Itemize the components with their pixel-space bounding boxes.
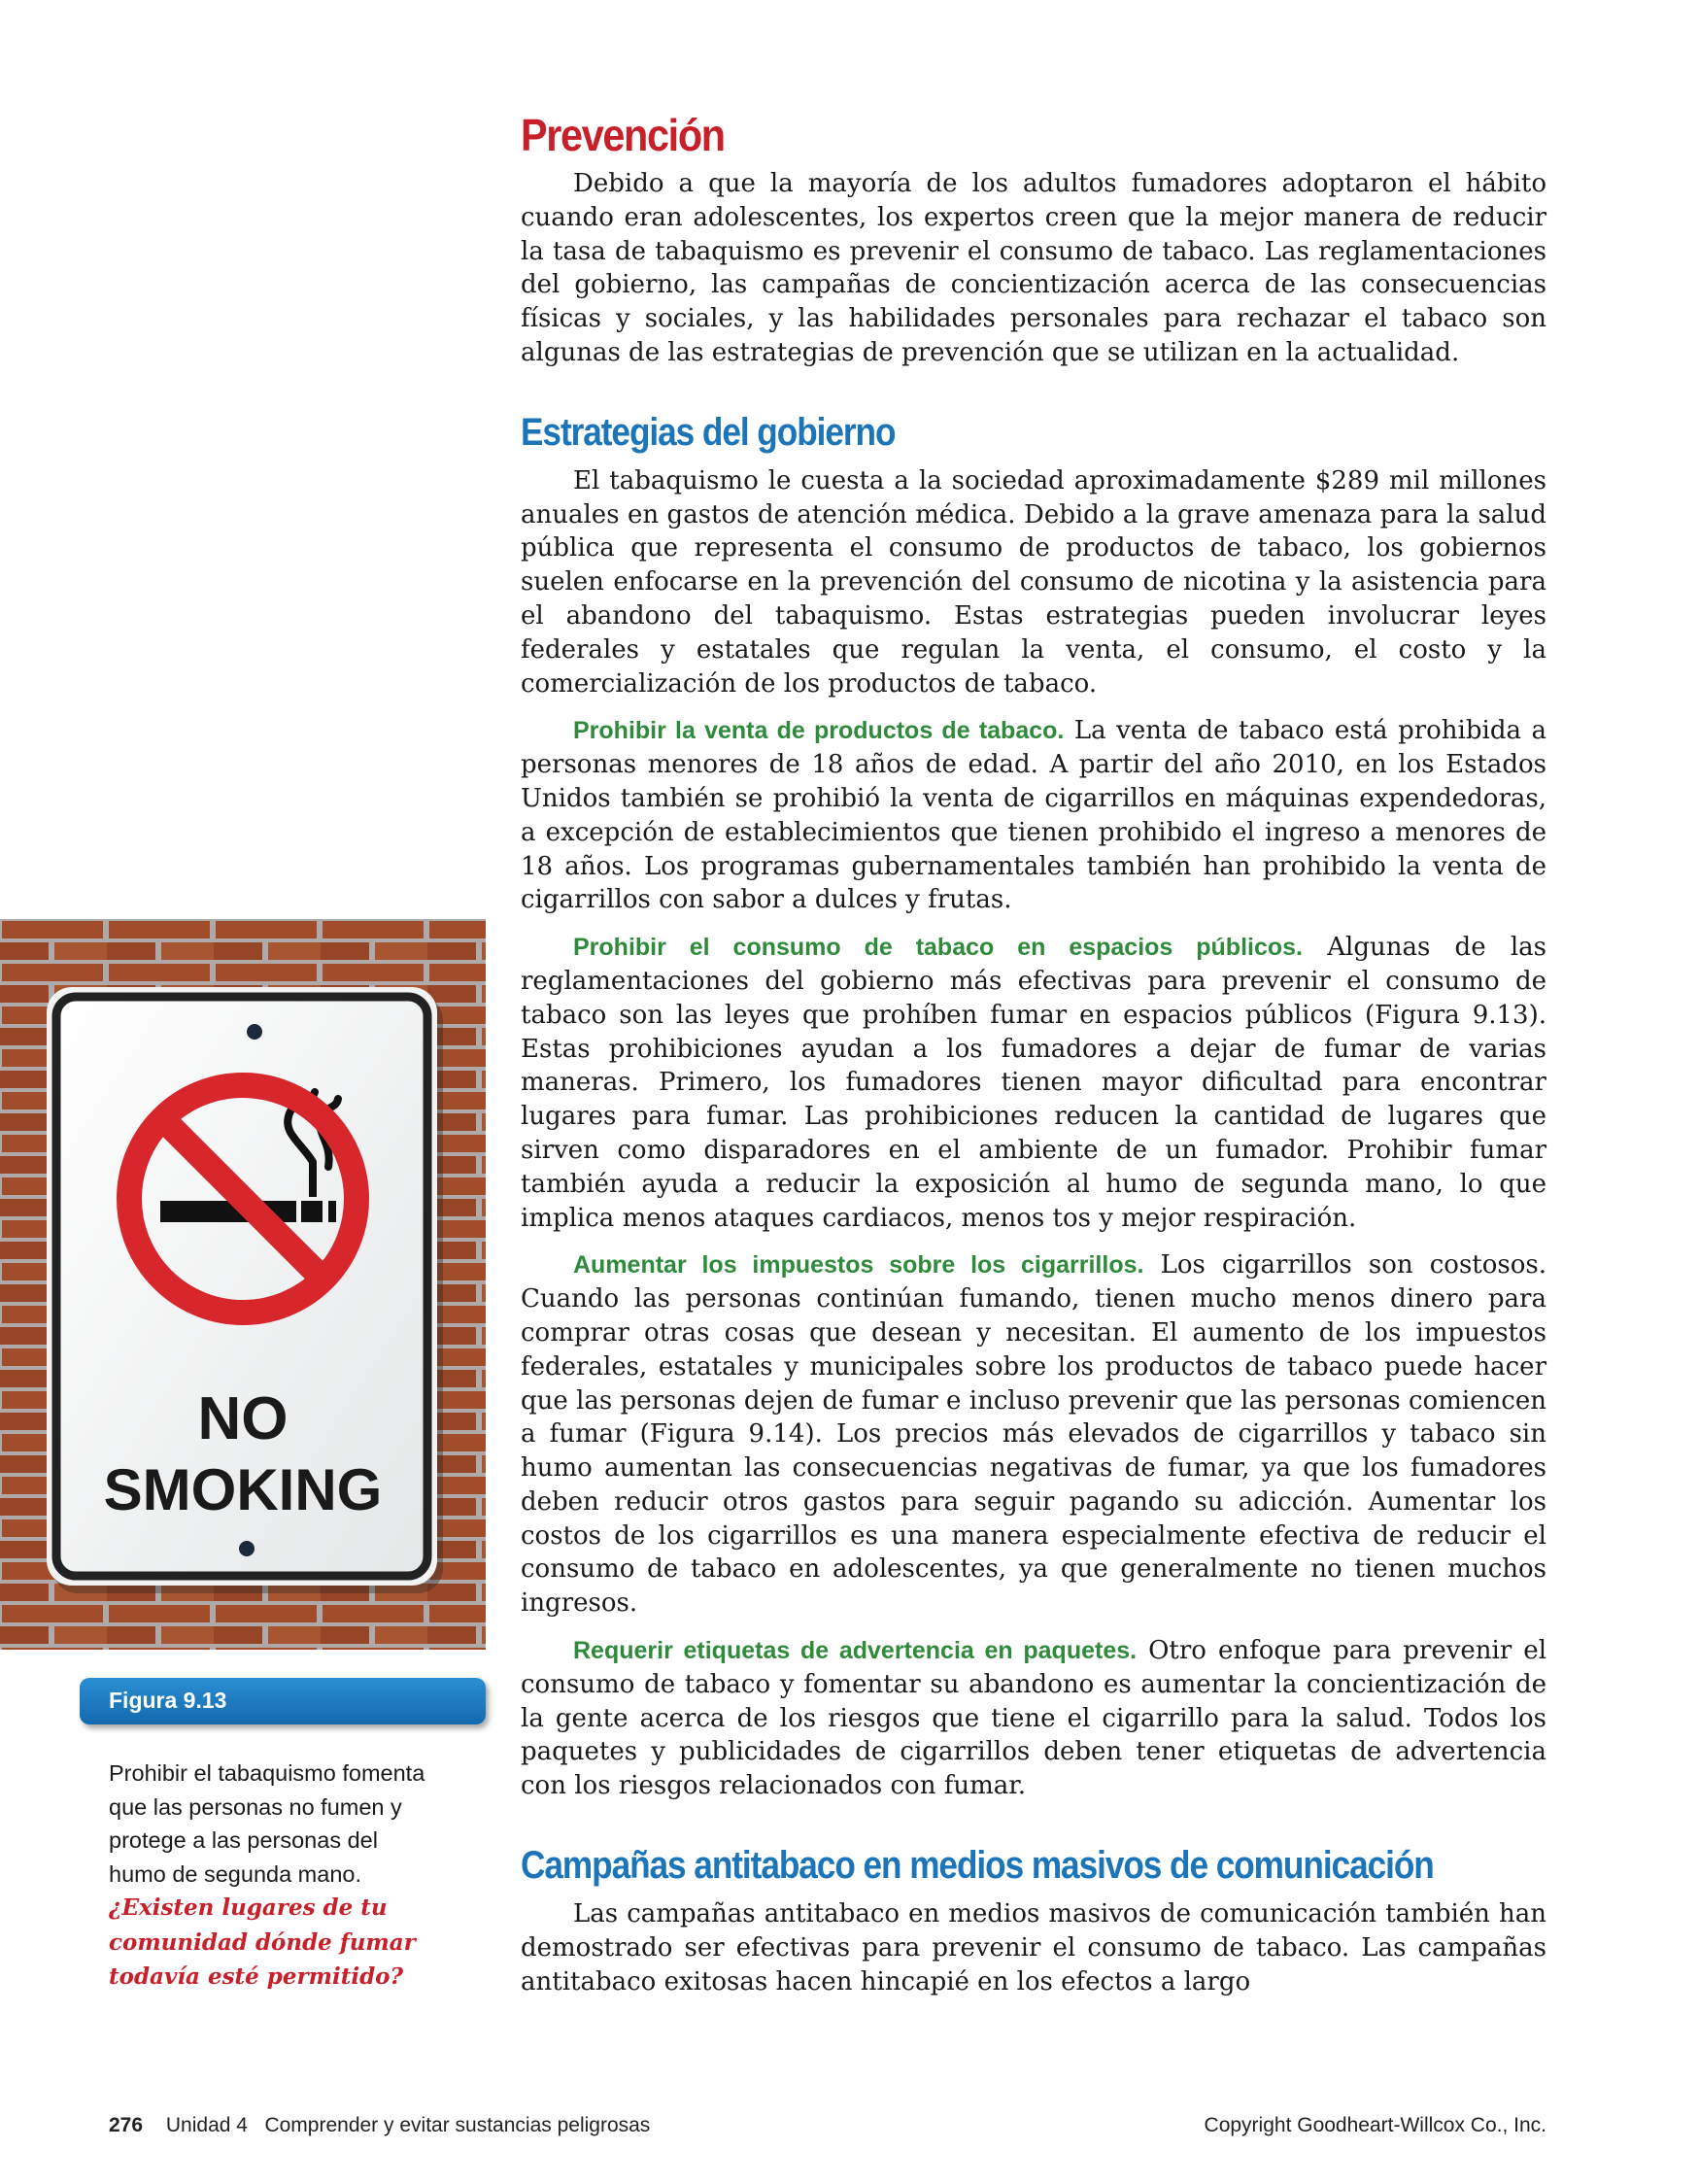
figure-caption-question: ¿Existen lugares de tu comunidad dónde fumar todavía esté permitido? bbox=[109, 1894, 416, 1990]
text-espacios-publicos: Algunas de las reglamentaciones del gobierno más efectivas para prevenir el consumo de tabaco son las leyes que prohíben fumar en espacios públicos (Figura 9.13). Estas prohibiciones ayudan a los fumadores a dejar de fumar de varias maneras. Primero, los fumadores tienen mayor dificultad para encontrar lugares para fumar. Las prohibiciones reducen la cantidad de lugares que sirven como disparadores en el ambiente de un fumador. Prohibir fumar también ayuda a reducir la exposición al humo de segunda mano, lo que implica menos ataques cardiacos, menos tos y mejor respiración. bbox=[521, 933, 1546, 1233]
paragraph-etiquetas bbox=[521, 1634, 1546, 1803]
lead-prohibir-venta: Prohibir la venta de productos de tabaco. bbox=[573, 717, 1065, 745]
paragraph-espacios-publicos bbox=[521, 931, 1546, 1235]
figure-label: Figura 9.13 bbox=[109, 1688, 227, 1713]
page-number: 276 bbox=[109, 2114, 144, 2136]
figure-label-bar bbox=[80, 1678, 486, 1724]
sign-bolt-top bbox=[247, 1024, 262, 1040]
paragraph-gobierno-intro: El tabaquismo le cuesta a la sociedad aproximadamente $289 mil millones anuales en gastos de atención médica. Debido a la grave amenaza para la salud pública que representa el consumo de productos de tabaco, los gobiernos suelen enfocarse en la prevención del consumo de nicotina y la asistencia para el abandono del tabaquismo. Estas estrategias pueden involucrar leyes federales y estatales que regulan la venta, el consumo, el costo y la comercialización de los productos de tabaco. bbox=[521, 465, 1546, 699]
text-etiquetas: Otro enfoque para prevenir el consumo de tabaco y fomentar su abandono es aumentar la concientización de la gente acerca de los riesgos que tiene el cigarrillo para la salud. Todos los paquetes y publicidades de cigarrillos deben tener etiquetas de advertencia con los riesgos relacionados con fumar. bbox=[521, 1636, 1547, 1801]
footer-unit: Unidad 4 Comprender y evitar sustancias peligrosas bbox=[165, 2114, 651, 2136]
footer-copyright: Copyright Goodheart-Willcox Co., Inc. bbox=[1204, 2114, 1546, 2136]
no-smoking-photo bbox=[0, 919, 486, 1650]
heading-prevencion: Prevención bbox=[521, 110, 725, 160]
page-footer bbox=[109, 2114, 1546, 2137]
lead-impuestos: Aumentar los impuestos sobre los cigarrillos. bbox=[573, 1251, 1144, 1280]
sign-bolt-bottom bbox=[239, 1541, 255, 1556]
figure-caption-text: Prohibir el tabaquismo fomenta que las personas no fumen y protege a las personas del humo de segunda mano. bbox=[109, 1760, 425, 1887]
lead-etiquetas: Requerir etiquetas de advertencia en paquetes. bbox=[573, 1637, 1138, 1665]
sign-text-no: NO bbox=[197, 1385, 289, 1452]
paragraph-campanas: Las campañas antitabaco en medios masivos de comunicación también han demostrado ser efectivas para prevenir el consumo de tabaco. Las campañas antitabaco exitosas hacen hincapié en los efectos a largo bbox=[521, 1899, 1546, 1996]
sign-text-smoking: SMOKING bbox=[103, 1457, 383, 1522]
heading-estrategias-gobierno: Estrategias del gobierno bbox=[521, 410, 896, 454]
lead-espacios-publicos: Prohibir el consumo de tabaco en espacios públicos. bbox=[573, 934, 1303, 962]
figure-caption bbox=[109, 1757, 429, 1995]
text-impuestos: Los cigarrillos son costosos. Cuando las personas continúan fumando, tienen mucho menos dinero para comprar otras cosas que desean y necesitan. El aumento de los impuestos federales, estatales y municipales sobre los productos de tabaco puede hacer que las personas dejen de fumar e incluso prevenir que las personas comiencen a fumar (Figura 9.14). Los precios más elevados de cigarrillos y tabaco sin humo aumentan las consecuencias negativas de fumar, ya que los fumadores deben reducir otros gastos para seguir pagando su adicción. Aumentar los costos de los cigarrillos es una manera especialmente efectiva de reducir el consumo de tabaco en adolescentes, ya que generalmente no tienen muchos ingresos. bbox=[521, 1250, 1547, 1619]
text-prohibir-venta: La venta de tabaco está prohibida a personas menores de 18 años de edad. A partir del año 2010, en los Estados Unidos también se prohibió la venta de cigarrillos en máquinas expendedoras, a excepción de establecimientos que tienen prohibido el ingreso a menores de 18 años. Los programas gubernamentales también han prohibido la venta de cigarrillos con sabor a dulces y frutas. bbox=[521, 716, 1546, 915]
paragraph-impuestos bbox=[521, 1248, 1546, 1621]
paragraph-prohibir-venta bbox=[521, 714, 1546, 917]
heading-campanas-antitabaco: Campañas antitabaco en medios masivos de comunicación bbox=[521, 1844, 1434, 1888]
main-column bbox=[521, 109, 1546, 1998]
paragraph-prevencion: Debido a que la mayoría de los adultos fumadores adoptaron el hábito cuando eran adolescentes, los expertos creen que la mejor manera de reducir la tasa de tabaquismo es prevenir el consumo de tabaco. Las reglamentaciones del gobierno, las campañas de concientización acerca de las consecuencias físicas y sociales, y las habilidades personales para rechazar el tabaco son algunas de las estrategias de prevención que se utilizan en la actualidad. bbox=[521, 169, 1546, 367]
